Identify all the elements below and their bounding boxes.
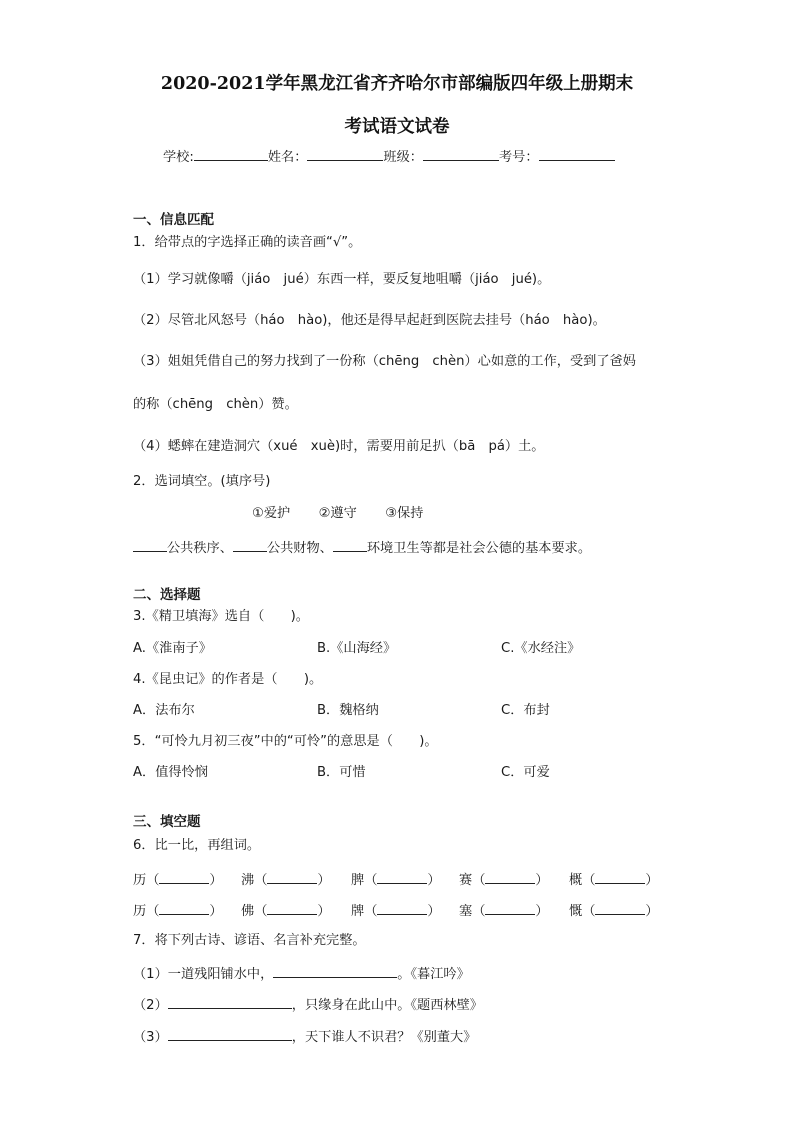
q5-option-a[interactable]: A．值得怜悯 [133,765,208,780]
q7-stem: 7．将下列古诗、谚语、名言补充完整。 [133,933,366,948]
q6-cell: 历（ ） [133,869,223,890]
number-label: 考号： [498,150,539,165]
q6-blank[interactable] [377,900,427,915]
q7-blank-2[interactable] [168,994,292,1009]
q6-blank[interactable] [267,869,317,884]
q3-stem: 3.《精卫填海》选自（ )。 [133,609,309,624]
q6-blank[interactable] [595,869,645,884]
q1-item-1: （1）学习就像嚼（jiáo jué）东西一样，要反复地咀嚼（jiáo jué)。 [133,272,551,287]
number-field[interactable] [539,146,615,161]
q6-cell: 塞（ ） [459,900,549,921]
q6-cell: 脾（ ） [351,869,441,890]
student-info-row [163,146,615,167]
q4-stem: 4.《昆虫记》的作者是（ )。 [133,672,323,687]
q1-stem: 1．给带点的字选择正确的读音画“√”。 [133,235,362,250]
section1-heading: 一、信息匹配 [133,212,214,228]
q6-blank[interactable] [159,869,209,884]
page-title-line1: 2020-2021学年黑龙江省齐齐哈尔市部编版四年级上册期末 [160,74,634,94]
q7-blank-1[interactable] [273,963,397,978]
name-label: 姓名： [267,150,308,165]
q6-blank[interactable] [485,900,535,915]
q4-option-c[interactable]: C．布封 [501,703,550,718]
q1-item-2: （2）尽管北风怒号（háo hào)，他还是得早起赶到医院去挂号（háo hào)。 [133,313,606,328]
q7-line-3: （3） ，天下谁人不识君？《别董大》 [133,1026,476,1047]
q3-option-a[interactable]: A.《淮南子》 [133,641,212,656]
q2-part-1: 公共秩序、 [167,541,233,556]
q4-option-b[interactable]: B．魏格纳 [317,703,379,718]
q6-cell: 沸（ ） [241,869,331,890]
q5-stem: 5．“可怜九月初三夜”中的“可怜”的意思是（ )。 [133,734,438,749]
choice-3: ③保持 [385,506,424,521]
q6-blank[interactable] [485,869,535,884]
q2-blank-3[interactable] [333,537,367,552]
q2-blank-2[interactable] [233,537,267,552]
q2-sentence [133,537,591,558]
q6-cell: 概（ ） [569,869,659,890]
q7-blank-3[interactable] [168,1026,292,1041]
q6-blank[interactable] [595,900,645,915]
q5-option-b[interactable]: B．可惜 [317,765,366,780]
q6-blank[interactable] [267,900,317,915]
choice-2: ②遵守 [318,506,357,521]
q3-option-c[interactable]: C.《水经注》 [501,641,581,656]
q6-blank[interactable] [377,869,427,884]
school-label: 学校: [163,150,194,165]
q2-part-2: 公共财物、 [266,541,333,556]
q6-stem: 6．比一比，再组词。 [133,838,261,853]
name-field[interactable] [307,146,383,161]
q7-line-2: （2） ，只缘身在此山中。《题西林壁》 [133,994,483,1015]
q1-item-3-cont: 的称（chēng chèn）赞。 [133,397,298,412]
q6-cell: 历（ ） [133,900,223,921]
q6-cell: 赛（ ） [459,869,549,890]
class-label: 班级： [383,150,423,165]
q7-line-1: （1）一道残阳铺水中， 。《暮江吟》 [133,963,470,984]
q5-option-c[interactable]: C．可爱 [501,765,550,780]
q2-part-3: 环境卫生等都是社会公德的基本要求。 [366,541,592,556]
q4-option-a[interactable]: A．法布尔 [133,703,195,718]
class-field[interactable] [423,146,499,161]
q6-blank[interactable] [159,900,209,915]
page-title-line2: 考试语文试卷 [344,117,450,137]
q6-cell: 佛（ ） [241,900,331,921]
q1-item-3: （3）姐姐凭借自己的努力找到了一份称（chēng chèn）心如意的工作，受到了爸妈 [133,354,636,369]
q1-item-4: （4）蟋蟀在建造洞穴（xué xuè)时，需要用前足扒（bā pá）土。 [133,439,545,454]
q6-cell: 慨（ ） [569,900,659,921]
school-field[interactable] [194,146,268,161]
section3-heading: 三、填空题 [133,814,201,830]
choice-1: ①爱护 [252,506,291,521]
q2-choices [252,505,423,523]
q2-stem: 2．选词填空。(填序号) [133,474,271,489]
section2-heading: 二、选择题 [133,587,201,603]
q2-blank-1[interactable] [133,537,167,552]
q6-cell: 牌（ ） [351,900,441,921]
q3-option-b[interactable]: B.《山海经》 [317,641,397,656]
